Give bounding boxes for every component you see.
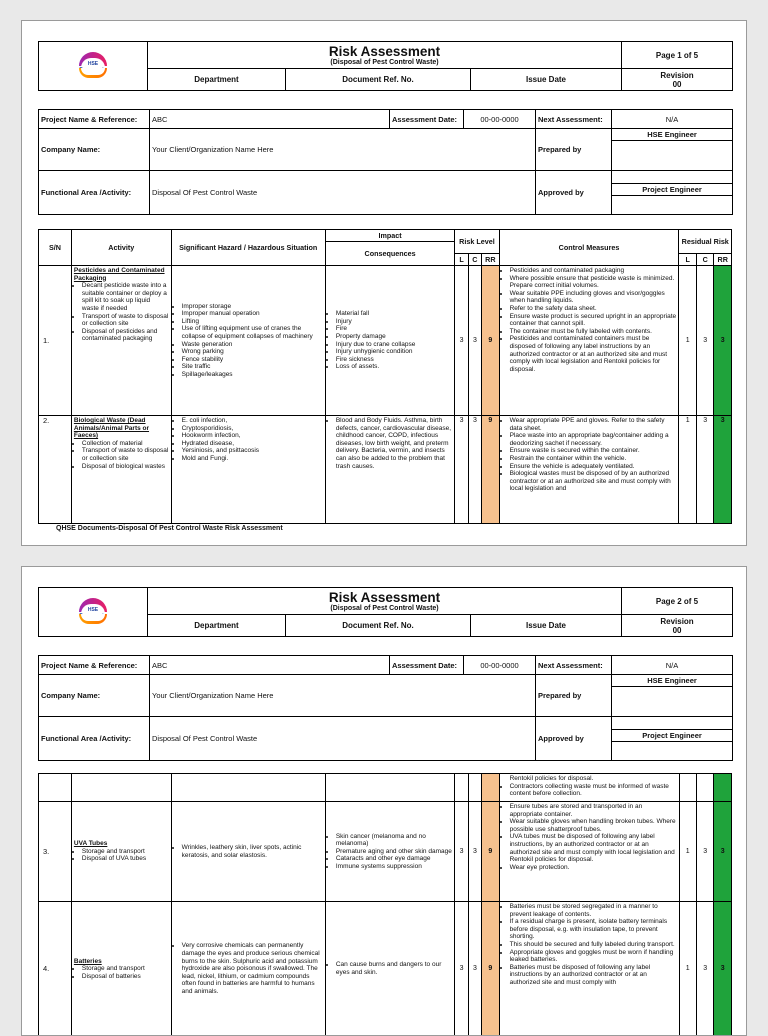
control-cell: • Batteries must be stored segregated in a manner to prevent leakage of contents. • If a residual charge is present, isolate battery terminals before disposal, e.g. with insulation tape, to prevent shorting. • This should be secured and fully labeled during transport. • Appropriate gloves and goggles must be worn if handling leaked batteries. • Batteries must be disposed of following any label instructions by an authorized contractor or at an authorized site and must comply with (499, 902, 679, 1036)
info-table (38, 655, 733, 761)
company-value: Your Client/Organization Name Here (150, 129, 536, 171)
page-footer: QHSE Documents-Disposal Of Pest Control Waste Risk Assessment (56, 525, 283, 532)
next-assessment-label: Next Assessment: (536, 110, 612, 129)
approved-label: Approved by (536, 717, 612, 761)
hazard-cell: • Very corrosive chemicals can permanently damage the eyes and produce serious chemical burns to the skin. Sulphuric acid and potassium hydroxide are also poisonous if swallowed. The lead, nickel, lithium, or cadmium compounds often found in batteries are harmful to humans and animals. (171, 902, 325, 1036)
consequence-cell: • Material fall • Injury • Fire • Property damage • Injury due to crane collapse • Injury unhygienic condition • Fire sickness • Loss of assets. (325, 266, 455, 416)
residual-l-value: 1 (679, 902, 696, 1036)
risk-rating: 9 (482, 266, 499, 416)
consequence-cell: • Can cause burns and dangers to our eyes and skin. (325, 902, 455, 1036)
project-value: ABC (150, 656, 390, 675)
activity-cell: Biological Waste (Dead Animals/Animal Parts or Faeces) • Collection of material • Transport of waste to disposal or collection site • Disposal of biological wastes (71, 416, 171, 524)
project-label: Project Name & Reference: (39, 656, 150, 675)
logo: HSE (39, 42, 148, 91)
control-cell: • Wear appropriate PPE and gloves. Refer to the safety data sheet. • Place waste into an appropriate bag/container adding a deodorizing sachet if necessary. • Ensure waste is secured within the container. • Restrain the container within the vehicle. • Ensure the vehicle is adequately ventilated. • Biological wastes must be disposed of by an authorized contractor or at an authorized site and must comply with local legislation and (499, 416, 679, 524)
issue-date-label: Issue Date (471, 69, 622, 91)
residual-c-value: 3 (696, 802, 713, 902)
activity-header: Activity (71, 230, 171, 266)
table-row (39, 266, 732, 416)
hazard-cell: • Wrinkles, leathery skin, liver spots, actinic keratosis, and solar elastosis. (171, 802, 325, 902)
residual-l-value: 1 (679, 266, 696, 416)
header-table (38, 587, 733, 637)
row-number: 3. (39, 802, 72, 902)
c-header: C (468, 254, 481, 266)
hazard-cell: • Improper storage • Improper manual operation • Lifting • Use of lifting equipment use of cranes the collapse of equipment collapses of machinery • Waste generation • Wrong parking • Fence stability • Site traffic • Spillage/leakages (171, 266, 325, 416)
activity-cell: Batteries • Storage and transport • Disposal of batteries (71, 902, 171, 1036)
header-table (38, 41, 733, 91)
consequence-value: 3 (468, 902, 481, 1036)
table-row (39, 902, 732, 1036)
company-label: Company Name: (39, 675, 150, 717)
residual-l-value: 1 (679, 416, 696, 524)
prepared-role: HSE Engineer (612, 675, 732, 687)
hazard-cell: • E. coli infection, • Cryptosporidiosis, • Hookworm infection, • Hydrated disease, • Yersiniosis, and psittacosis • Mold and Fungi. (171, 416, 325, 524)
residual-rr-header: RR (714, 254, 732, 266)
next-assessment-label: Next Assessment: (536, 656, 612, 675)
consequence-value: 3 (468, 802, 481, 902)
likelihood-value: 3 (455, 266, 468, 416)
activity-cell: UVA Tubes • Storage and transport • Disposal of UVA tubes (71, 802, 171, 902)
consequences-header: Consequences (325, 242, 455, 266)
area-label: Functional Area /Activity: (39, 171, 150, 215)
table-row (39, 802, 732, 902)
document-page-1 (21, 20, 747, 546)
page-subtitle: (Disposal of Pest Control Waste) (150, 605, 619, 612)
info-table (38, 109, 733, 215)
l-header: L (455, 254, 468, 266)
row-number: 4. (39, 902, 72, 1036)
assessment-date-value: 00-00-0000 (464, 110, 536, 129)
residual-c-value: 3 (696, 416, 713, 524)
likelihood-value: 3 (455, 416, 468, 524)
page-subtitle: (Disposal of Pest Control Waste) (150, 59, 619, 66)
residual-rating: 3 (714, 416, 732, 524)
company-value: Your Client/Organization Name Here (150, 675, 536, 717)
residual-rating: 3 (714, 802, 732, 902)
table-row (39, 774, 732, 802)
company-label: Company Name: (39, 129, 150, 171)
residual-rating: 3 (714, 266, 732, 416)
table-row (39, 416, 732, 524)
page-title: Risk Assessment (150, 44, 619, 59)
residual-l-value: 1 (679, 802, 696, 902)
project-label: Project Name & Reference: (39, 110, 150, 129)
risk-rating: 9 (482, 802, 499, 902)
risk-level-header: Risk Level (455, 230, 499, 254)
likelihood-value: 3 (455, 802, 468, 902)
page-title: Risk Assessment (150, 590, 619, 605)
rr-header: RR (482, 254, 499, 266)
impact-header: Impact (325, 230, 455, 242)
risk-table-page-1 (38, 229, 732, 524)
assessment-date-label: Assessment Date: (390, 656, 464, 675)
area-value: Disposal Of Pest Control Waste (150, 717, 536, 761)
consequence-cell: • Skin cancer (melanoma and no melanoma) • Premature aging and other skin damage • Cataracts and other eye damage • Immune systems suppression (325, 802, 455, 902)
residual-c-header: C (696, 254, 713, 266)
doc-ref-label: Document Ref. No. (286, 615, 471, 637)
document-page-2 (21, 566, 747, 1036)
next-assessment-value: N/A (612, 110, 733, 129)
risk-table-page-2 (38, 773, 732, 1036)
page-number: Page 1 of 5 (622, 42, 733, 69)
revision-cell: Revision 00 (622, 615, 733, 637)
department-label: Department (148, 69, 286, 91)
approved-role: Project Engineer (612, 730, 732, 742)
row-number: 1. (39, 266, 72, 416)
consequence-cell: • Blood and Body Fluids. Asthma, birth defects, cancer, cardiovascular disease, childhood cancer, COPD, infectious diseases, low birth weight, and preterm delivery. Bacteria, vermin, and insects can also be added to the problem that trash causes. (325, 416, 455, 524)
control-cell: Rentokil policies for disposal. • Contractors collecting waste must be informed of waste content before collection. (499, 774, 679, 802)
assessment-date-value: 00-00-0000 (464, 656, 536, 675)
hazard-header: Significant Hazard / Hazardous Situation (171, 230, 325, 266)
residual-rating: 3 (714, 902, 732, 1036)
issue-date-label: Issue Date (471, 615, 622, 637)
department-label: Department (148, 615, 286, 637)
likelihood-value: 3 (455, 902, 468, 1036)
doc-ref-label: Document Ref. No. (286, 69, 471, 91)
sn-header: S/N (39, 230, 72, 266)
consequence-value: 3 (468, 266, 481, 416)
area-value: Disposal Of Pest Control Waste (150, 171, 536, 215)
approved-role: Project Engineer (612, 184, 732, 196)
risk-rating: 9 (482, 416, 499, 524)
project-value: ABC (150, 110, 390, 129)
assessment-date-label: Assessment Date: (390, 110, 464, 129)
risk-rating: 9 (482, 902, 499, 1036)
logo: HSE (39, 588, 148, 637)
control-cell: • Ensure tubes are stored and transported in an appropriate container. • Wear suitable gloves when handling broken tubes. Where possible use shatterproof tubes. • UVA tubes must be disposed of following any label instructions, by an authorized contractor or at an authorized site and must comply with local legislation and Rentokil policies for disposal. • Wear eye protection. (499, 802, 679, 902)
residual-l-header: L (679, 254, 696, 266)
control-cell: • Pesticides and contaminated packaging • Where possible ensure that pesticide waste is minimized. Prepare correct initial volumes. • Wear suitable PPE including gloves and visor/goggles when handling liquids. • Refer to the safety data sheet. • Ensure waste product is secured upright in an appropriate container that cannot spill. • The container must be fully labeled with contents. • Pesticides and contaminated containers must be disposed of following any label instructions by an authorized contractor or at an authorized site and must comply with local legislation and Rentokil policies for disposal. (499, 266, 679, 416)
residual-c-value: 3 (696, 266, 713, 416)
control-header: Control Measures (499, 230, 679, 266)
next-assessment-value: N/A (612, 656, 733, 675)
residual-header: Residual Risk (679, 230, 732, 254)
prepared-role: HSE Engineer (612, 129, 732, 141)
prepared-label: Prepared by (536, 129, 612, 171)
row-number: 2. (39, 416, 72, 524)
prepared-label: Prepared by (536, 675, 612, 717)
revision-cell: Revision 00 (622, 69, 733, 91)
residual-c-value: 3 (696, 902, 713, 1036)
page-number: Page 2 of 5 (622, 588, 733, 615)
approved-label: Approved by (536, 171, 612, 215)
activity-cell: Pesticides and Contaminated Packaging • Decant pesticide waste into a suitable container or deploy a spill kit to soak up liquid waste if needed • Transport of waste to disposal or collection site • Disposal of pesticides and contaminated packaging (71, 266, 171, 416)
consequence-value: 3 (468, 416, 481, 524)
area-label: Functional Area /Activity: (39, 717, 150, 761)
